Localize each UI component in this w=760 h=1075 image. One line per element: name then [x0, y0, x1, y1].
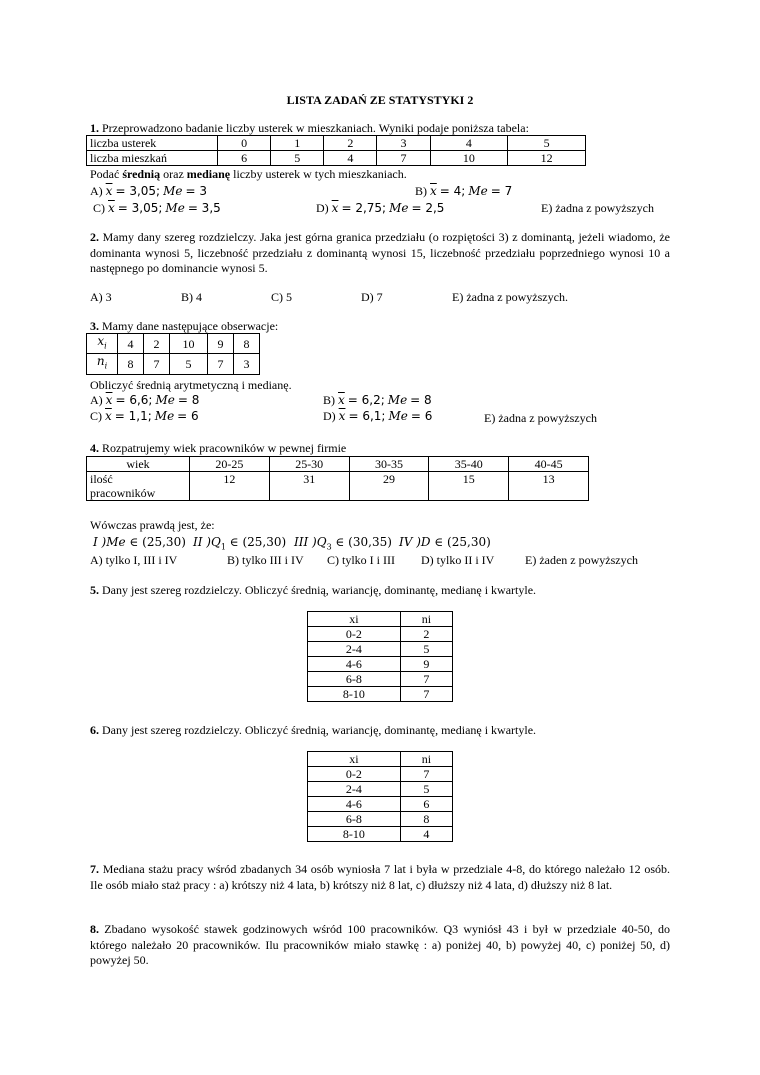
- mean-symbol: $\overline{x}$: [105, 184, 113, 198]
- problem-8-text: [90, 922, 670, 969]
- answer-value: = 4;: [439, 184, 466, 198]
- table-row: [87, 472, 589, 501]
- problem-number: 8.: [90, 922, 99, 936]
- table-cell: 0-2: [308, 627, 401, 642]
- subscript: 1: [220, 542, 226, 552]
- median-symbol: Me: [154, 409, 175, 423]
- table-header: 20-25: [190, 457, 270, 472]
- answer-e: E) żadna z powyższych: [541, 201, 654, 215]
- answer-b: [415, 184, 512, 198]
- problem-number: 5.: [90, 583, 99, 597]
- problem-text: Mamy dane następujące obserwacje:: [102, 319, 279, 333]
- statement-symbol: Q: [210, 535, 221, 549]
- table-cell: 7: [377, 151, 430, 166]
- subscript: i: [104, 341, 107, 351]
- table-row: [87, 334, 260, 354]
- problem-number: 6.: [90, 723, 99, 737]
- answer-b: B) 4: [181, 290, 202, 304]
- answer-label: B): [415, 184, 427, 198]
- table-cell: 7: [400, 767, 452, 782]
- table-header: ni: [400, 752, 452, 767]
- problem-text: Mamy dany szereg rozdzielczy. Jaka jest górna granica przedziału (o rozpiętości 3) z dominantą, jeżeli wiadomo, że dominanta wynosi 5, liczebność przedziału z dominantą wynosi 15, liczebność przedziału poprzedniego wynosi 10 a następnego po dominancie wynosi 5.: [90, 230, 670, 275]
- mean-symbol: $\overline{x}$: [105, 409, 112, 423]
- statement-set: ∈ (25,30): [229, 535, 287, 549]
- problem-text: Dany jest szereg rozdzielczy. Obliczyć średnią, wariancję, dominantę, medianę i kwartyle.: [102, 723, 537, 737]
- table-cell: 6-8: [308, 812, 401, 827]
- answer-a: [90, 184, 207, 198]
- table-cell: 4: [400, 827, 452, 842]
- table-cell: 4-6: [308, 657, 401, 672]
- statement-set: ∈ (25,30): [434, 535, 491, 549]
- answer-d: [323, 409, 432, 423]
- question-text: oraz: [163, 167, 184, 181]
- table-cell: 4: [118, 334, 144, 354]
- answer-e: E) żaden z powyższych: [525, 553, 638, 567]
- statement-set: ∈ (25,30): [129, 535, 186, 549]
- answer-label: C): [90, 409, 102, 423]
- answer-value: = 8: [177, 393, 200, 407]
- table-cell: 5: [508, 136, 586, 151]
- problem-7-text: [90, 862, 670, 893]
- table-cell: 8: [234, 334, 260, 354]
- median-symbol: Me: [468, 184, 488, 198]
- median-symbol: Me: [155, 393, 175, 407]
- table-cell: 1: [271, 136, 324, 151]
- mean-symbol: $\overline{x}$: [430, 184, 437, 198]
- row-label: [87, 472, 190, 501]
- table-cell: 6-8: [308, 672, 401, 687]
- table-cell: 2: [324, 136, 377, 151]
- table-header: xi: [308, 612, 401, 627]
- answer-value: = 8: [410, 393, 432, 407]
- table-row: [308, 627, 453, 642]
- table-cell: 2: [400, 627, 452, 642]
- answer-value: = 3,5: [187, 201, 221, 215]
- row-label-line: ilość: [90, 472, 113, 486]
- answer-e: E) żadna z powyższych.: [452, 290, 568, 304]
- answer-d: D) 7: [361, 290, 383, 304]
- table-cell: 6: [218, 151, 271, 166]
- table-cell: 3: [377, 136, 430, 151]
- answer-value: = 6,2;: [347, 393, 385, 407]
- table-cell: 12: [190, 472, 270, 501]
- answer-b: B) tylko III i IV: [227, 553, 304, 567]
- answer-value: = 7: [490, 184, 513, 198]
- answer-c: C) 5: [271, 290, 292, 304]
- problem-6-text: [90, 723, 536, 737]
- page-title: LISTA ZADAŃ ZE STATYSTYKI 2: [286, 93, 474, 107]
- answer-label: D): [316, 201, 329, 215]
- answer-label: A): [90, 393, 103, 407]
- table-cell: 9: [400, 657, 452, 672]
- table-cell: 8-10: [308, 687, 401, 702]
- problem-number: 7.: [90, 862, 99, 876]
- problem-5-text: [90, 583, 536, 597]
- table-cell: 8-10: [308, 827, 401, 842]
- table-row: [308, 797, 453, 812]
- answer-value: = 2,5: [411, 201, 445, 215]
- table-header: xi: [308, 752, 401, 767]
- answer-value: = 3,05;: [115, 184, 161, 198]
- table-cell: 3: [234, 354, 260, 374]
- problem-number: 3.: [90, 319, 99, 333]
- row-label: liczba mieszkań: [87, 151, 218, 166]
- table-cell: 10: [170, 334, 208, 354]
- n-symbol: n: [96, 354, 105, 369]
- table-row: [87, 151, 586, 166]
- table-row: [308, 612, 453, 627]
- table-cell: 31: [269, 472, 349, 501]
- table-header: 40-45: [509, 457, 589, 472]
- problem-4-question: Wówczas prawdą jest, że:: [90, 518, 215, 532]
- row-label-line: pracowników: [90, 486, 156, 500]
- table-row: [308, 657, 453, 672]
- problem-number: 2.: [90, 230, 99, 244]
- answer-value: = 6,6;: [115, 393, 153, 407]
- table-cell: 2-4: [308, 782, 401, 797]
- problem-text: Zbadano wysokość stawek godzinowych wśród 100 pracowników. Q3 wyniósł 43 i był w przedziale 40-50, do którego należało 20 pracowników. Ilu pracowników miało stawkę : a) poniżej 40, b) powyżej 40, c) poniżej 50, d) powyżej 50.: [90, 922, 671, 967]
- answer-label: C): [93, 201, 105, 215]
- answer-d: [316, 201, 444, 215]
- table-row: [308, 782, 453, 797]
- problem-1-question: [90, 167, 407, 181]
- problem-6-table: [307, 751, 453, 842]
- table-cell: 4: [324, 151, 377, 166]
- table-cell: 7: [208, 354, 234, 374]
- table-cell: 0-2: [308, 767, 401, 782]
- statement-4: [399, 535, 491, 549]
- table-header: ni: [400, 612, 452, 627]
- mean-symbol: $\overline{x}$: [338, 409, 346, 423]
- statement-set: ∈ (30,35): [335, 535, 392, 549]
- problem-3-table: [86, 333, 260, 375]
- statement-1: [93, 535, 186, 549]
- mean-symbol: $\overline{x}$: [338, 393, 345, 407]
- table-cell: 8: [400, 812, 452, 827]
- header-label: wiek: [87, 457, 190, 472]
- statement-3: [294, 535, 392, 554]
- statement-symbol: Q: [316, 535, 327, 549]
- table-row: [308, 827, 453, 842]
- median-symbol: Me: [387, 393, 408, 407]
- table-row: [308, 642, 453, 657]
- problem-text: Rozpatrujemy wiek pracowników w pewnej firmie: [102, 441, 347, 455]
- table-row: [87, 136, 586, 151]
- table-cell: 7: [400, 672, 452, 687]
- table-row: [87, 354, 260, 374]
- x-symbol: x: [97, 334, 105, 348]
- answer-a: A) 3: [90, 290, 112, 304]
- answer-value: = 1,1;: [114, 409, 152, 423]
- question-bold: medianę: [186, 167, 231, 181]
- problem-number: 4.: [90, 441, 99, 455]
- problem-3-question: Obliczyć średnią arytmetyczną i medianę.: [90, 378, 292, 392]
- table-cell: 9: [208, 334, 234, 354]
- problem-1-intro: [90, 121, 529, 135]
- median-symbol: Me: [389, 201, 409, 215]
- problem-1-table: [86, 135, 586, 166]
- table-cell: 12: [508, 151, 586, 166]
- statement-number: II ): [193, 535, 211, 549]
- table-header: 35-40: [429, 457, 509, 472]
- answer-label: D): [323, 409, 336, 423]
- table-cell: 4: [430, 136, 508, 151]
- table-cell: 6: [400, 797, 452, 812]
- table-cell: 0: [218, 136, 271, 151]
- table-cell: 10: [430, 151, 508, 166]
- table-cell: 15: [429, 472, 509, 501]
- answer-d: D) tylko II i IV: [421, 553, 495, 567]
- answer-a: [90, 393, 199, 407]
- median-symbol: Me: [165, 201, 185, 215]
- table-cell: 8: [118, 354, 144, 374]
- mean-symbol: $\overline{x}$: [105, 393, 113, 407]
- table-row: [308, 687, 453, 702]
- statement-number: III ): [294, 535, 317, 549]
- problem-3-intro: [90, 319, 278, 333]
- subscript: i: [104, 361, 108, 371]
- table-row: [308, 752, 453, 767]
- statement-number: I ): [93, 535, 107, 549]
- table-row: [308, 672, 453, 687]
- answer-c: [90, 409, 199, 423]
- answer-label: A): [90, 184, 103, 198]
- answer-value: = 3,05;: [117, 201, 163, 215]
- answer-value: = 3: [185, 184, 207, 198]
- problem-4-table: [86, 456, 589, 501]
- statement-symbol: Me: [106, 535, 126, 549]
- problem-text: Przeprowadzono badanie liczby usterek w mieszkaniach. Wyniki podaje poniższa tabela:: [102, 121, 529, 135]
- statement-2: [193, 535, 286, 554]
- table-cell: 5: [170, 354, 208, 374]
- answer-e: E) żadna z powyższych: [484, 411, 597, 425]
- row-label: [87, 354, 118, 374]
- row-label: [87, 334, 118, 354]
- table-cell: 7: [400, 687, 452, 702]
- table-cell: 4-6: [308, 797, 401, 812]
- table-cell: 5: [271, 151, 324, 166]
- table-cell: 29: [349, 472, 429, 501]
- mean-symbol: $\overline{x}$: [331, 201, 339, 215]
- table-cell: 7: [144, 354, 170, 374]
- row-label: liczba usterek: [87, 136, 218, 151]
- table-row: [87, 457, 589, 472]
- statement-symbol: D: [420, 535, 431, 549]
- mean-symbol: $\overline{x}$: [108, 201, 115, 215]
- question-bold: średnią: [122, 167, 161, 181]
- answer-label: B): [323, 393, 335, 407]
- problem-number: 1.: [90, 121, 99, 135]
- table-cell: 13: [509, 472, 589, 501]
- answer-a: A) tylko I, III i IV: [90, 553, 178, 567]
- table-row: [308, 812, 453, 827]
- table-cell: 5: [400, 782, 452, 797]
- table-header: 25-30: [269, 457, 349, 472]
- question-text: Podać: [90, 167, 120, 181]
- answer-value: = 2,75;: [341, 201, 387, 215]
- problem-2-text: [90, 230, 670, 277]
- median-symbol: Me: [388, 409, 408, 423]
- subscript: 3: [326, 542, 332, 552]
- question-text: liczby usterek w tych mieszkaniach.: [233, 167, 407, 181]
- answer-c: C) tylko I i III: [327, 553, 395, 567]
- problem-text: Mediana stażu pracy wśród zbadanych 34 osób wyniosła 7 lat i była w przedziale 4-8, do którego należało 12 osób. Ile osób miało staż pracy : a) krótszy niż 4 lata, b) krótszy niż 8 lat, c) dłuższy niż 4 lata, d) dłuższy niż 8 lat.: [90, 862, 671, 892]
- table-row: [308, 767, 453, 782]
- table-cell: 2-4: [308, 642, 401, 657]
- answer-b: [323, 393, 432, 407]
- table-header: 30-35: [349, 457, 429, 472]
- problem-4-intro: [90, 441, 346, 455]
- problem-5-table: [307, 611, 453, 702]
- statement-number: IV ): [399, 535, 421, 549]
- table-cell: 5: [400, 642, 452, 657]
- answer-c: [93, 201, 221, 215]
- table-cell: 2: [144, 334, 170, 354]
- answer-value: = 6: [410, 409, 433, 423]
- answer-value: = 6: [177, 409, 199, 423]
- answer-value: = 6,1;: [348, 409, 386, 423]
- problem-text: Dany jest szereg rozdzielczy. Obliczyć średnią, wariancję, dominantę, medianę i kwartyle.: [102, 583, 537, 597]
- median-symbol: Me: [163, 184, 183, 198]
